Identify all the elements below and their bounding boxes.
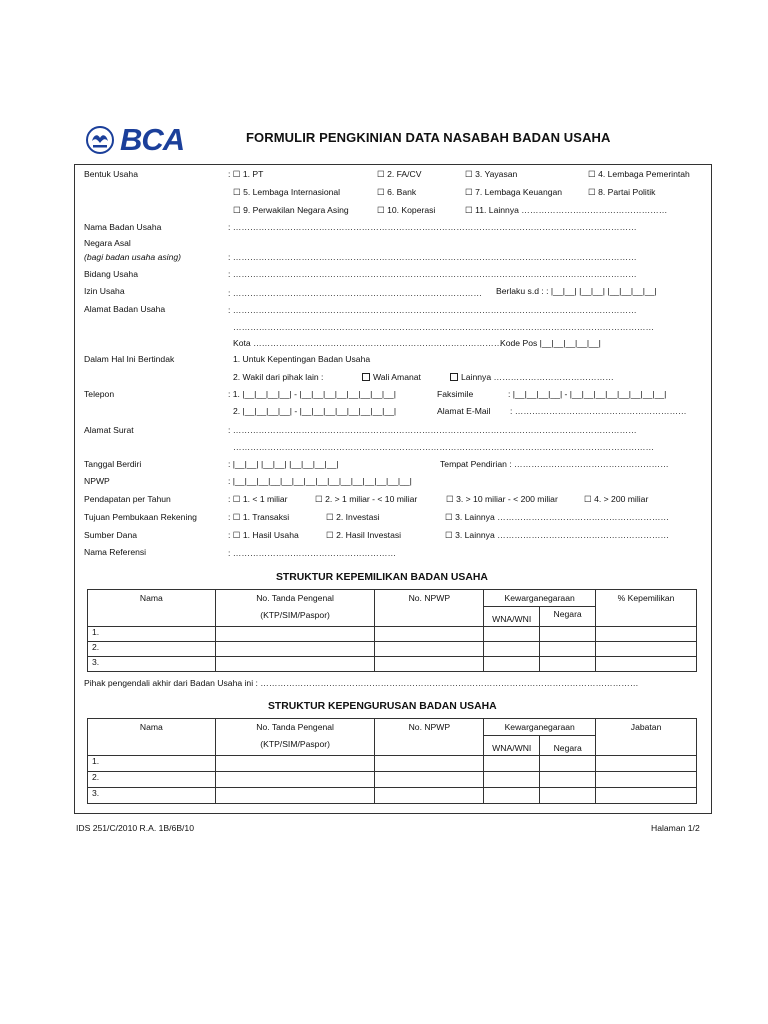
pendapatan-option-1[interactable]: : ☐ 1. < 1 miliar bbox=[228, 494, 288, 504]
bca-logo bbox=[86, 122, 185, 158]
col-nama-header: Nama bbox=[88, 590, 216, 627]
bertindak-option-2[interactable]: 2. Wakil dari pihak lain : bbox=[233, 372, 324, 382]
bidang-usaha-field[interactable]: : …………………………………………………………………………………………………………………………… bbox=[228, 269, 637, 279]
row-number: 3. bbox=[88, 657, 216, 672]
tanggal-berdiri-field[interactable]: : |__|__| |__|__| |__|__|__|__| bbox=[228, 459, 339, 469]
table-row bbox=[88, 772, 697, 788]
cell[interactable] bbox=[484, 788, 540, 804]
faksimile-field[interactable]: : |__|__|__|__| - |__|__|__|__|__|__|__|__| bbox=[508, 389, 667, 399]
cell[interactable] bbox=[375, 772, 484, 788]
wali-amanat-option[interactable]: Wali Amanat bbox=[362, 372, 421, 382]
cell[interactable] bbox=[540, 657, 596, 672]
cell[interactable] bbox=[215, 788, 375, 804]
telepon-2-field[interactable]: 2. |__|__|__|__| - |__|__|__|__|__|__|__|__| bbox=[233, 406, 397, 416]
bentuk-usaha-label: Bentuk Usaha bbox=[84, 169, 138, 179]
cell[interactable] bbox=[375, 756, 484, 772]
faksimile-label: Faksimile bbox=[437, 389, 474, 399]
cell[interactable] bbox=[596, 772, 697, 788]
page-title: FORMULIR PENGKINIAN DATA NASABAH BADAN USAHA bbox=[246, 130, 611, 145]
pendapatan-option-2[interactable]: ☐ 2. > 1 miliar - < 10 miliar bbox=[315, 494, 418, 504]
dalam-hal-label: Dalam Hal Ini Bertindak bbox=[84, 354, 175, 364]
bertindak-lainnya-option[interactable]: Lainnya …………………………………… bbox=[450, 372, 614, 382]
cell[interactable] bbox=[540, 642, 596, 657]
email-label: Alamat E-Mail bbox=[437, 406, 491, 416]
cell[interactable] bbox=[540, 627, 596, 642]
col-jabatan-header: Jabatan bbox=[596, 719, 697, 756]
npwp-field[interactable]: : |__|__|__|__|__|__|__|__|__|__|__|__|__|__|__| bbox=[228, 476, 412, 486]
kepemilikan-title: STRUKTUR KEPEMILIKAN BADAN USAHA bbox=[276, 572, 488, 583]
telepon-1-field[interactable]: : 1. |__|__|__|__| - |__|__|__|__|__|__|__|__| bbox=[228, 389, 396, 399]
row-number: 1. bbox=[88, 627, 216, 642]
sumber-option-3[interactable]: ☐ 3. Lainnya …………………………………………………… bbox=[445, 530, 670, 540]
negara-asal-note: (bagi badan usaha asing) bbox=[84, 252, 181, 262]
cell[interactable] bbox=[596, 788, 697, 804]
table-row bbox=[88, 657, 697, 672]
option-lembaga-pemerintah[interactable]: ☐ 4. Lembaga Pemerintah bbox=[588, 169, 690, 179]
sumber-dana-label: Sumber Dana bbox=[84, 530, 138, 540]
cell[interactable] bbox=[484, 772, 540, 788]
pendapatan-label: Pendapatan per Tahun bbox=[84, 494, 171, 504]
option-lainnya[interactable]: ☐ 11. Lainnya …………………………………………… bbox=[465, 205, 668, 215]
col-nama-header: Nama bbox=[88, 719, 216, 756]
option-koperasi[interactable]: ☐ 10. Koperasi bbox=[377, 205, 436, 215]
izin-usaha-label: Izin Usaha bbox=[84, 286, 125, 296]
cell[interactable] bbox=[215, 627, 375, 642]
col-tanda-header: No. Tanda Pengenal (KTP/SIM/Paspor) bbox=[215, 719, 375, 756]
table-row bbox=[88, 788, 697, 804]
logo-wordmark: BCA bbox=[120, 122, 185, 157]
table-row bbox=[88, 756, 697, 772]
col-wna-header: WNA/WNI bbox=[484, 607, 540, 627]
cell[interactable] bbox=[215, 756, 375, 772]
option-perwakilan-negara-asing[interactable]: ☐ 9. Perwakilan Negara Asing bbox=[233, 205, 349, 215]
sumber-option-1[interactable]: : ☐ 1. Hasil Usaha bbox=[228, 530, 299, 540]
negara-asal-field[interactable]: : …………………………………………………………………………………………………………………………… bbox=[228, 252, 637, 262]
page-number: Halaman 1/2 bbox=[651, 823, 700, 833]
row-number: 3. bbox=[88, 788, 216, 804]
kepengurusan-title: STRUKTUR KEPENGURUSAN BADAN USAHA bbox=[268, 701, 497, 712]
col-negara-header: Negara bbox=[540, 607, 596, 627]
alamat-surat-line2[interactable]: ………………………………………………………………………………………………………………………………… bbox=[233, 442, 655, 452]
table-row bbox=[88, 627, 697, 642]
alamat-badan-usaha-field[interactable]: : …………………………………………………………………………………………………………………………… bbox=[228, 305, 637, 315]
col-npwp-header: No. NPWP bbox=[375, 590, 484, 627]
col-negara-header: Negara bbox=[540, 736, 596, 756]
col-npwp-header: No. NPWP bbox=[375, 719, 484, 756]
alamat-badan-usaha-label: Alamat Badan Usaha bbox=[84, 304, 166, 314]
tujuan-option-2[interactable]: ☐ 2. Investasi bbox=[326, 512, 380, 522]
checkbox-icon bbox=[362, 373, 370, 381]
kode-pos-field[interactable]: Kode Pos |__|__|__|__|__| bbox=[500, 338, 601, 348]
kepemilikan-table bbox=[87, 589, 697, 672]
row-number: 2. bbox=[88, 772, 216, 788]
kota-field[interactable]: Kota …………………………………………………………………………… bbox=[233, 338, 503, 348]
bca-emblem-icon bbox=[86, 126, 114, 154]
nama-referensi-label: Nama Referensi bbox=[84, 547, 147, 557]
sumber-option-2[interactable]: ☐ 2. Hasil Investasi bbox=[326, 530, 402, 540]
alamat-badan-usaha-line2[interactable]: ………………………………………………………………………………………………………………………………… bbox=[233, 322, 655, 332]
option-pt[interactable]: : ☐ 1. PT bbox=[228, 169, 264, 179]
tempat-pendirian-field[interactable]: Tempat Pendirian : ……………………………………………… bbox=[440, 459, 669, 469]
cell[interactable] bbox=[596, 642, 697, 657]
cell[interactable] bbox=[484, 756, 540, 772]
row-number: 2. bbox=[88, 642, 216, 657]
option-partai-politik[interactable]: ☐ 8. Partai Politik bbox=[588, 187, 656, 197]
cell[interactable] bbox=[484, 657, 540, 672]
izin-usaha-field[interactable]: : …………………………………………………………………………… bbox=[228, 288, 482, 298]
telepon-label: Telepon bbox=[84, 389, 115, 399]
alamat-surat-label: Alamat Surat bbox=[84, 425, 134, 435]
row-number: 1. bbox=[88, 756, 216, 772]
nama-referensi-field[interactable]: : ………………………………………………… bbox=[228, 548, 397, 558]
pendapatan-option-3[interactable]: ☐ 3. > 10 miliar - < 200 miliar bbox=[446, 494, 558, 504]
col-wna-header: WNA/WNI bbox=[484, 736, 540, 756]
cell[interactable] bbox=[215, 772, 375, 788]
alamat-surat-field[interactable]: : …………………………………………………………………………………………………………………………… bbox=[228, 425, 637, 435]
tanggal-berdiri-label: Tanggal Berdiri bbox=[84, 459, 142, 469]
tujuan-label: Tujuan Pembukaan Rekening bbox=[84, 512, 197, 522]
tujuan-option-3[interactable]: ☐ 3. Lainnya …………………………………………………… bbox=[445, 512, 670, 522]
bertindak-option-1[interactable]: 1. Untuk Kepentingan Badan Usaha bbox=[233, 354, 371, 364]
col-kepemilikan-header: % Kepemilikan bbox=[596, 590, 697, 627]
option-fa-cv[interactable]: ☐ 2. FA/CV bbox=[377, 169, 422, 179]
cell[interactable] bbox=[215, 657, 375, 672]
cell[interactable] bbox=[375, 788, 484, 804]
pendapatan-option-4[interactable]: ☐ 4. > 200 miliar bbox=[584, 494, 649, 504]
bidang-usaha-label: Bidang Usaha bbox=[84, 269, 138, 279]
cell[interactable] bbox=[484, 627, 540, 642]
nama-badan-usaha-label: Nama Badan Usaha bbox=[84, 222, 162, 232]
option-lembaga-keuangan[interactable]: ☐ 7. Lembaga Keuangan bbox=[465, 187, 563, 197]
option-yayasan[interactable]: ☐ 3. Yayasan bbox=[465, 169, 518, 179]
cell[interactable] bbox=[596, 657, 697, 672]
option-lembaga-internasional[interactable]: ☐ 5. Lembaga Internasional bbox=[233, 187, 341, 197]
tujuan-option-1[interactable]: : ☐ 1. Transaksi bbox=[228, 512, 290, 522]
pengendali-akhir-field[interactable]: Pihak pengendali akhir dari Badan Usaha ini : …………………………………………………………………………………………………………………… bbox=[84, 678, 639, 688]
col-kewarganegaraan-header: Kewarganegaraan bbox=[484, 719, 596, 736]
cell[interactable] bbox=[596, 756, 697, 772]
cell[interactable] bbox=[484, 642, 540, 657]
cell[interactable] bbox=[540, 772, 596, 788]
cell[interactable] bbox=[215, 642, 375, 657]
col-kewarganegaraan-header: Kewarganegaraan bbox=[484, 590, 596, 607]
cell[interactable] bbox=[540, 756, 596, 772]
form-code: IDS 251/C/2010 R.A. 1B/6B/10 bbox=[76, 823, 194, 833]
berlaku-sd-field[interactable]: Berlaku s.d : : |__|__| |__|__| |__|__|__|__| bbox=[496, 286, 657, 296]
kepengurusan-table bbox=[87, 718, 697, 804]
npwp-label: NPWP bbox=[84, 476, 110, 486]
nama-badan-usaha-field[interactable]: : …………………………………………………………………………………………………………………………… bbox=[228, 222, 637, 232]
option-bank[interactable]: ☐ 6. Bank bbox=[377, 187, 417, 197]
cell[interactable] bbox=[540, 788, 596, 804]
cell[interactable] bbox=[375, 657, 484, 672]
checkbox-icon bbox=[450, 373, 458, 381]
col-tanda-header: No. Tanda Pengenal (KTP/SIM/Paspor) bbox=[215, 590, 375, 627]
email-field[interactable]: : …………………………………………………… bbox=[510, 406, 687, 416]
cell[interactable] bbox=[375, 627, 484, 642]
cell[interactable] bbox=[596, 627, 697, 642]
negara-asal-label: Negara Asal bbox=[84, 238, 131, 248]
table-row bbox=[88, 642, 697, 657]
cell[interactable] bbox=[375, 642, 484, 657]
